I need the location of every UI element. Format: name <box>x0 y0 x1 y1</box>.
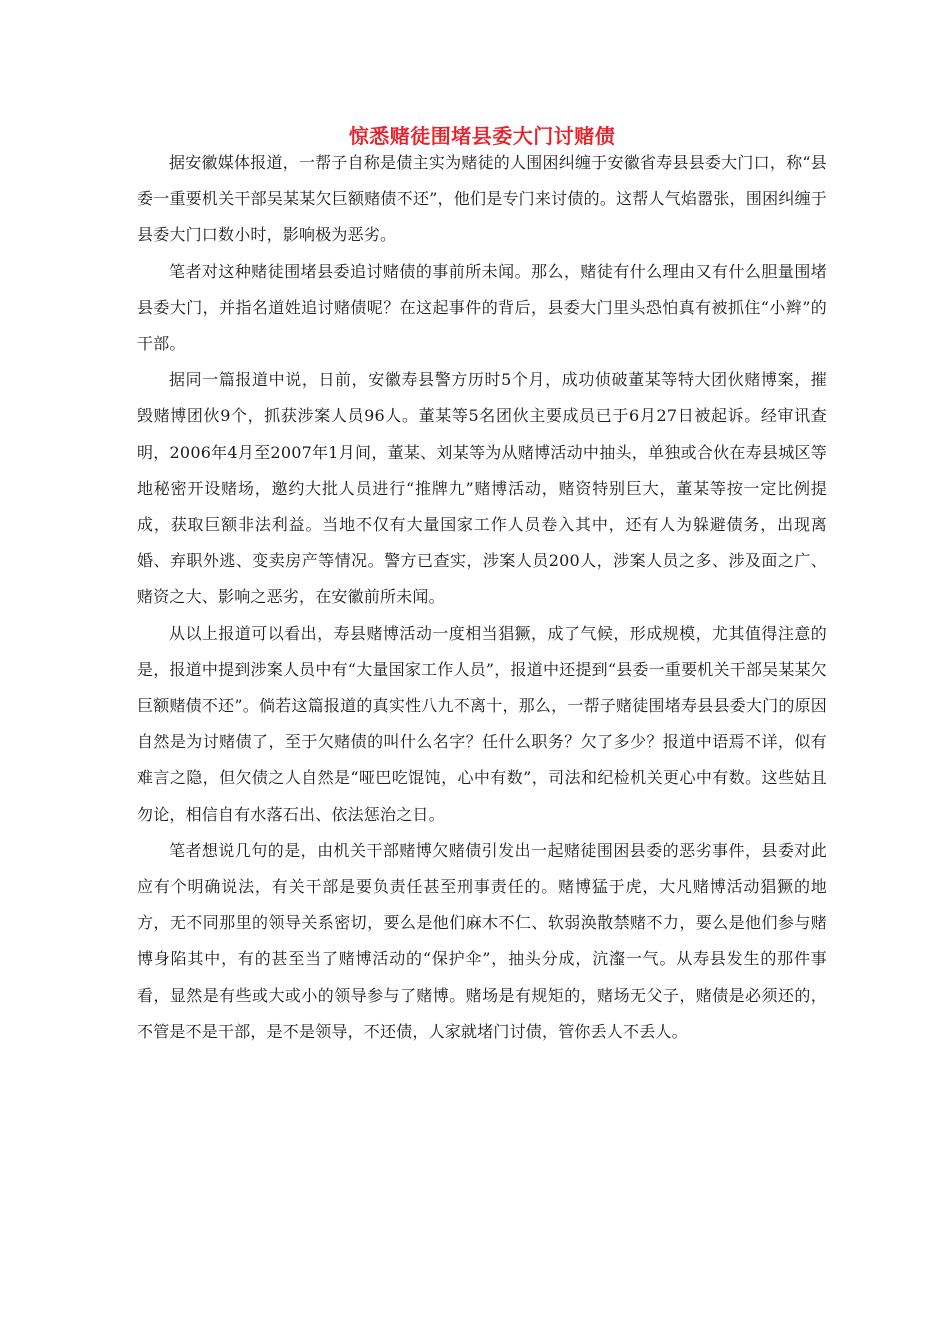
article-paragraph-3: 据同一篇报道中说，日前，安徽寿县警方历时5个月，成功侦破董某等特大团伙赌博案，摧毁赌博团伙9个，抓获涉案人员96人。董某等5名团伙主要成员已于6月27日被起诉。经审讯查明，2006年4月至2007年1月间，董某、刘某等为从赌博活动中抽头，单独或合伙在寿县城区等地秘密开设赌场，邀约大批人员进行“推牌九”赌博活动，赌资特别巨大，董某等按一定比例提成，获取巨额非法利益。当地不仅有大量国家工作人员卷入其中，还有人为躲避债务，出现离婚、弃职外逃、变卖房产等情况。警方已查实，涉案人员200人，涉案人员之多、涉及面之广、赌资之大、影响之恶劣，在安徽前所未闻。 <box>137 370 827 607</box>
article-paragraph-5: 笔者想说几句的是，由机关干部赌博欠赌债引发出一起赌徒围困县委的恶劣事件，县委对此应有个明确说法，有关干部是要负责任甚至刑事责任的。赌博猛于虎，大凡赌博活动猖獗的地方，无不同那里的领导关系密切，要么是他们麻木不仁、软弱涣散禁赌不力，要么是他们参与赌博身陷其中，有的甚至当了赌博活动的“保护伞”，抽头分成，沆瀣一气。从寿县发生的那件事看，显然是有些或大或小的领导参与了赌博。赌场是有规矩的，赌场无父子，赌债是必须还的，不管是不是干部，是不是领导，不还债，人家就堵门讨债，管你丢人不丢人。 <box>137 840 827 1041</box>
article-title: 惊悉赌徒围堵县委大门讨赌债 <box>348 124 616 148</box>
article-paragraph-4: 从以上报道可以看出，寿县赌博活动一度相当猖獗，成了气候，形成规模，尤其值得注意的是，报道中提到涉案人员中有“大量国家工作人员”，报道中还提到“县委一重要机关干部吴某某欠巨额赌债不还”。倘若这篇报道的真实性八九不离十，那么，一帮子赌徒围堵寿县县委大门的原因自然是为讨赌债了，至于欠赌债的叫什么名字？任什么职务？欠了多少？报道中语焉不详，似有难言之隐，但欠债之人自然是“哑巴吃馄饨，心中有数”，司法和纪检机关更心中有数。这些姑且勿论，相信自有水落石出、依法惩治之日。 <box>137 623 827 824</box>
article-paragraph-2: 笔者对这种赌徒围堵县委追讨赌债的事前所未闻。那么，赌徒有什么理由又有什么胆量围堵县委大门，并指名道姓追讨赌债呢？在这起事件的背后，县委大门里头恐怕真有被抓住“小辫”的干部。 <box>137 261 827 354</box>
article-paragraph-1: 据安徽媒体报道，一帮子自称是债主实为赌徒的人围困纠缠于安徽省寿县县委大门口，称“县委一重要机关干部吴某某欠巨额赌债不还”，他们是专门来讨债的。这帮人气焰嚣张，围困纠缠于县委大门口数小时，影响极为恶劣。 <box>137 153 827 245</box>
article-body <box>137 145 827 1050</box>
